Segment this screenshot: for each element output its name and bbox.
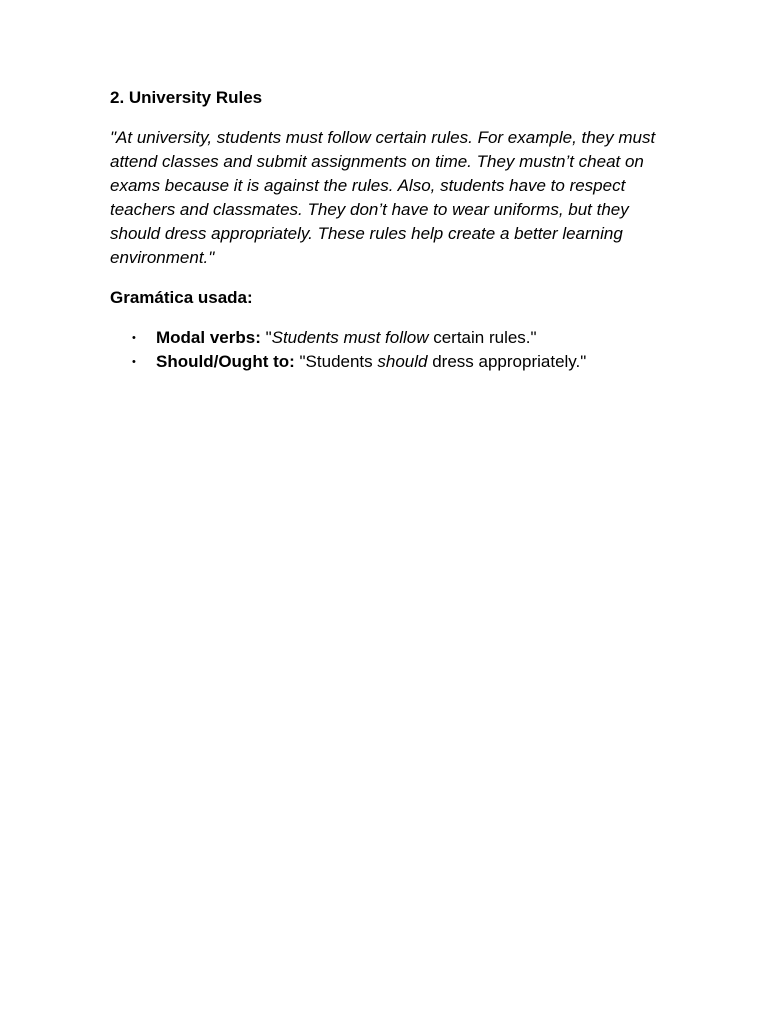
grammar-label: Modal verbs: — [156, 328, 261, 347]
grammar-heading: Gramática usada: — [110, 288, 253, 307]
bullet-icon: • — [132, 356, 136, 368]
list-item — [110, 350, 658, 374]
grammar-open-quote: " — [260, 328, 272, 347]
list-item — [110, 326, 658, 350]
document-body — [110, 86, 658, 374]
grammar-example-prefix: "Students — [294, 352, 378, 371]
grammar-list — [110, 326, 658, 374]
quote-paragraph: "At university, students must follow certain rules. For example, they must attend classes and submit assignments on time. They mustn’t cheat on exams because it is against the rules. Also, students have to respect teachers and classmates. They don’t have to wear uniforms, but they should dress appropriately. These rules help create a better learning environment." — [110, 128, 656, 267]
grammar-label: Should/Ought to: — [156, 352, 295, 371]
grammar-example-rest: certain rules." — [428, 328, 537, 347]
grammar-emphasis: should — [377, 352, 428, 371]
grammar-emphasis: Students must follow — [271, 328, 429, 347]
bullet-icon: • — [132, 332, 136, 344]
section-heading: 2. University Rules — [110, 88, 263, 107]
grammar-example-rest: dress appropriately." — [427, 352, 587, 371]
